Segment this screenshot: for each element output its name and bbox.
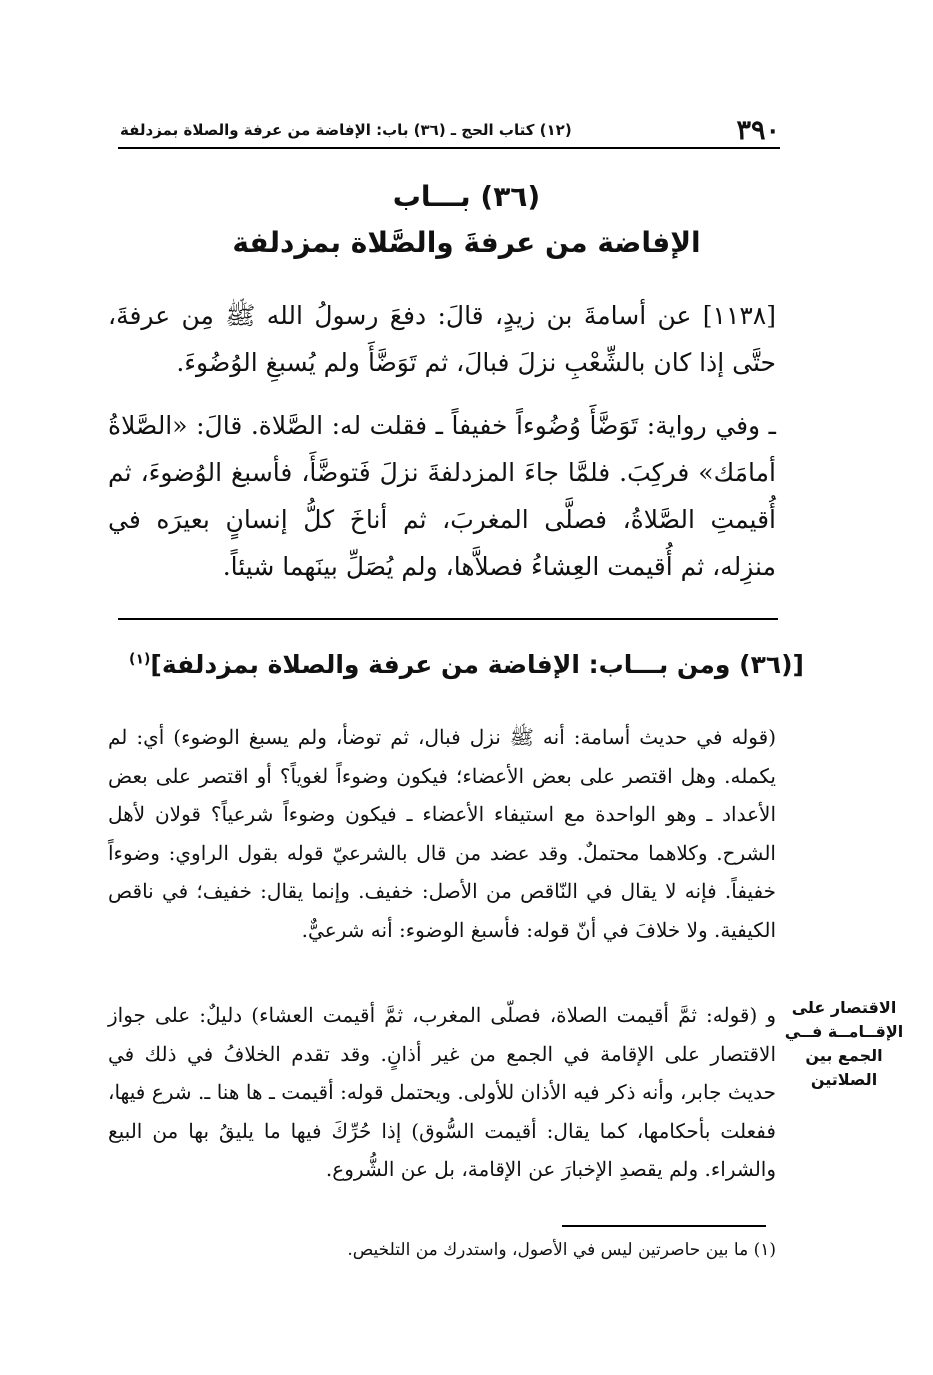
footnote-reference: (١) [129,651,151,668]
chapter-number: (٣٦) بـــاب [392,180,541,213]
section-heading [0,650,933,679]
section-title: [(٣٦) ومن بـــاب: الإفاضة من عرفة والصلاة بمزدلفة] [150,650,804,679]
running-title: (١٢) كتاب الحج ـ (٣٦) باب: الإفاضة من عرفة والصلاة بمزدلفة [120,121,572,139]
chapter-title: الإفاضة من عرفةَ والصَّلاة بمزدلفة [232,226,701,259]
hadith-variant [108,402,776,590]
section-divider [118,618,778,620]
margin-note-line: الجمع بين [805,1046,883,1065]
footnote-rule [562,1225,766,1227]
commentary-paragraph-1: (قوله في حديث أسامة: أنه ﷺ نزل فبال، ثم توضأ، ولم يسبغ الوضوء) أي: لم يكمله. وهل اقتصر على بعض الأعضاء؛ فيكون وضوءاً لغوياً؟ أو اقتصر على بعض الأعداد ـ وهو الواحدة مع استيفاء الأعضاء ـ فيكون وضوءاً شرعياً؟ قولان لأهل الشرح. وكلاهما محتملٌ. وقد عضد من قال بالشرعيّ قوله بقول الراوي: وضوءاً خفيفاً. فإنه لا يقال في النّاقص من الأصل: خفيف. وإنما يقال: خفيف؛ في ناقص الكيفية. ولا خلافَ في أنّ قوله: فأسبغ الوضوء: أنه شرعيٌّ. [108,725,776,942]
hadith-paragraph-1: [١١٣٨] عن أسامةَ بن زيدٍ، قالَ: دفعَ رسولُ الله ﷺ مِن عرفةَ، حتَّى إذا كان بالشِّعْبِ نزلَ فبالَ، ثم تَوَضَّأَ ولم يُسبغِ الوُضُوءَ. [108,301,776,377]
margin-note-line: الاقتصار على [791,998,897,1017]
margin-note-line: الإقــامــة فــي [784,1022,904,1041]
margin-note [784,996,904,1092]
footnote: (١) ما بين حاصرتين ليس في الأصول، واستدرك من التلخيص. [347,1240,776,1260]
margin-note-line: الصلاتين [810,1070,878,1089]
hadith-paragraph-2: ـ وفي رواية: تَوَضَّأَ وُضُوءاً خفيفاً ـ فقلت له: الصَّلاة. قالَ: «الصَّلاةُ أمامَك» فركِبَ. فلمَّا جاءَ المزدلفةَ نزلَ فَتوضَّأَ، فأسبغ الوُضوءَ، ثم أُقيمتِ الصَّلاةُ، فصلَّى المغربَ، ثم أناخَ كلُّ إنسانٍ بعيرَه في منزِله، ثم أُقيمت العِشاءُ فصلاَّها، ولم يُصَلِّ بينَهما شيئاً. [108,411,776,581]
commentary-block-2 [108,996,776,1189]
page-number: ٣٩٠ [736,115,780,146]
commentary-block-1 [108,718,776,949]
hadith-text [108,292,776,386]
commentary-paragraph-2: و (قوله: ثمَّ أقيمت الصلاة، فصلّى المغرب، ثمَّ أقيمت العشاء) دليلٌ: على جواز الاقتصار على الإقامة في الجمع من غير أذانٍ. وقد تقدم الخلافُ في ذلك في حديث جابر، وأنه ذكر فيه الأذان للأولى. ويحتمل قوله: أقيمت ـ ها هنا ـ. شرع فيها، ففعلت بأحكامها، كما يقال: أقيمت السُّوق) إذا حُرِّكَ فيها ما يليقُ بها من البيع والشراء. ولم يقصدِ الإخبارَ عن الإقامة، بل عن الشُّروع. [108,1003,776,1181]
running-header [118,115,780,149]
